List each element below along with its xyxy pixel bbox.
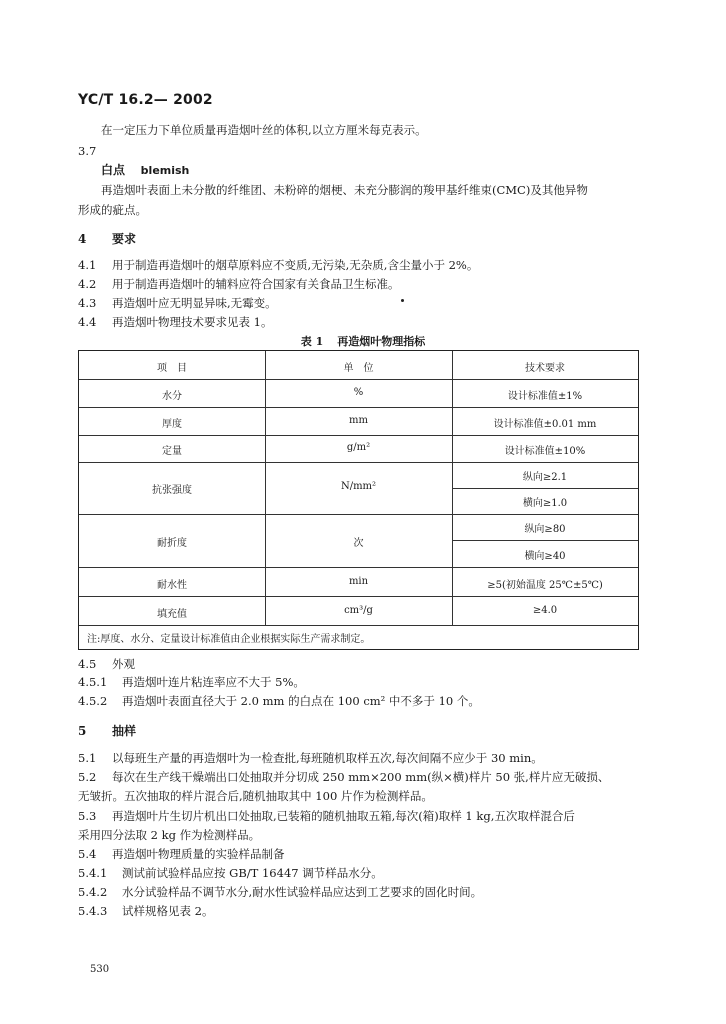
section-5-title: 抽样 xyxy=(112,724,137,738)
clause-4-5-2 xyxy=(78,693,480,709)
clause-number: 5.4.3 xyxy=(78,904,108,918)
clause-5-4-2 xyxy=(78,884,482,900)
section-4-5-title: 外观 xyxy=(112,657,135,671)
row-divider xyxy=(79,435,638,436)
clause-5-4 xyxy=(78,846,285,862)
clause-4-3 xyxy=(78,295,277,311)
density-definition-text: 在一定压力下单位质量再造烟叶丝的体积,以立方厘米每克表示。 xyxy=(101,123,427,137)
term-zh: 白点 xyxy=(101,163,126,177)
table-1-caption xyxy=(0,333,726,349)
header-requirement: 技术要求 xyxy=(525,363,565,374)
row-moisture-unit: % xyxy=(353,387,364,398)
clause-5-4-1 xyxy=(78,865,383,881)
row-filling-value-unit: cm³/g xyxy=(344,605,373,616)
clause-4-4 xyxy=(78,314,272,330)
row-divider xyxy=(79,379,638,380)
clause-text: 再造烟叶片生切片机出口处抽取,已装箱的随机抽取五箱,每次(箱)取样 1 kg,五次取样混合后 xyxy=(112,809,575,823)
table-1-caption-title: 再造烟叶物理指标 xyxy=(337,335,426,348)
row-thickness-item: 厚度 xyxy=(162,419,182,430)
row-thickness-requirement: 设计标准值±0.01 mm xyxy=(493,419,597,430)
clause-number: 5.4.2 xyxy=(78,885,108,899)
clause-number: 5.4 xyxy=(78,847,97,861)
clause-number: 4.4 xyxy=(78,315,97,329)
clause-number: 5.1 xyxy=(78,751,97,765)
clause-5-4-3 xyxy=(78,903,213,919)
clause-text: 用于制造再造烟叶的烟草原料应不变质,无污染,无杂质,含尘量小于 2%。 xyxy=(112,258,479,272)
section-4-title: 要求 xyxy=(112,232,137,246)
row-thickness-unit: mm xyxy=(349,415,368,426)
row-grammage-item: 定量 xyxy=(162,446,182,457)
clause-3-7-definition-line2: 形成的疵点。 xyxy=(78,203,147,217)
clause-number: 4.5.1 xyxy=(78,675,108,689)
section-4-number: 4 xyxy=(78,232,87,246)
clause-number: 4.2 xyxy=(78,277,97,291)
clause-5-1 xyxy=(78,750,543,766)
clause-text: 再造烟叶物理质量的实验样品制备 xyxy=(112,847,285,861)
clause-5-3-line1 xyxy=(78,808,575,824)
clause-3-7-number: 3.7 xyxy=(78,144,97,158)
row-folding-requirement-cd: 横向≥40 xyxy=(524,551,566,562)
clause-text: 再造烟叶物理技术要求见表 1。 xyxy=(112,315,273,329)
table-1-note: 注:厚度、水分、定量设计标准值由企业根据实际生产需求制定。 xyxy=(87,634,371,645)
row-water-resistance-unit: min xyxy=(348,576,369,587)
clause-5-2-line1 xyxy=(78,769,609,785)
standard-code-header: YC/T 16.2— 2002 xyxy=(78,92,213,108)
row-folding-item: 耐折度 xyxy=(157,538,187,549)
row-filling-value-requirement: ≥4.0 xyxy=(532,605,558,616)
clause-text: 再造烟叶应无明显异味,无霉变。 xyxy=(112,296,277,310)
clause-3-7-definition-line1: 再造烟叶表面上未分散的纤维团、未粉碎的烟梗、未充分膨润的羧甲基纤维束(CMC)及其他异物 xyxy=(101,183,588,197)
clause-4-2 xyxy=(78,276,400,292)
row-water-resistance-item: 耐水性 xyxy=(157,580,187,591)
row-grammage-requirement: 设计标准值±10% xyxy=(504,446,586,457)
row-folding-unit: 次 xyxy=(353,538,364,549)
row-moisture-item: 水分 xyxy=(162,391,182,402)
clause-text: 测试前试验样品应按 GB/T 16447 调节样品水分。 xyxy=(122,866,383,880)
row-moisture-requirement: 设计标准值±1% xyxy=(507,391,583,402)
clause-text: 再造烟叶表面直径大于 2.0 mm 的白点在 100 cm² 中不多于 10 个。 xyxy=(122,694,480,708)
header-unit: 单 位 xyxy=(343,363,374,374)
stray-ink-dot xyxy=(401,299,404,302)
row-divider-partial xyxy=(452,540,638,541)
clause-3-7-term xyxy=(101,162,189,179)
clause-4-5-1 xyxy=(78,674,305,690)
table-1-caption-number: 表 1 xyxy=(300,335,324,348)
row-divider xyxy=(79,462,638,463)
row-folding-requirement-md: 纵向≥80 xyxy=(524,524,566,535)
clause-text: 试样规格见表 2。 xyxy=(122,904,214,918)
header-item: 项 目 xyxy=(157,363,187,374)
clause-number: 5.2 xyxy=(78,770,97,784)
clause-text: 以每班生产量的再造烟叶为一检查批,每班随机取样五次,每次间隔不应少于 30 min。 xyxy=(112,751,543,765)
row-tensile-requirement-md: 纵向≥2.1 xyxy=(522,472,568,483)
clause-text: 用于制造再造烟叶的辅料应符合国家有关食品卫生标准。 xyxy=(112,277,400,291)
section-4-heading xyxy=(78,230,136,247)
row-divider xyxy=(79,596,638,597)
clause-number: 4.3 xyxy=(78,296,97,310)
clause-4-1 xyxy=(78,257,478,273)
clause-5-2-line2: 无皱折。五次抽取的样片混合后,随机抽取其中 100 片作为检测样品。 xyxy=(78,789,433,803)
row-filling-value-item: 填充值 xyxy=(157,609,187,620)
table-1-physical-indices xyxy=(78,350,639,650)
clause-number: 4.5.2 xyxy=(78,694,108,708)
page-number: 530 xyxy=(90,964,110,975)
clause-text: 每次在生产线干燥端出口处抽取并分切成 250 mm×200 mm(纵×横)样片 50 张,样片应无破损、 xyxy=(112,770,610,784)
row-water-resistance-requirement: ≥5(初始温度 25℃±5℃) xyxy=(487,580,603,591)
section-4-5-number: 4.5 xyxy=(78,657,97,671)
row-divider xyxy=(79,514,638,515)
clause-number: 4.1 xyxy=(78,258,97,272)
row-divider-partial xyxy=(452,488,638,489)
clause-text: 再造烟叶连片粘连率应不大于 5%。 xyxy=(122,675,305,689)
term-en: blemish xyxy=(140,164,190,177)
row-divider xyxy=(79,625,638,626)
clause-number: 5.4.1 xyxy=(78,866,108,880)
row-tensile-requirement-cd: 横向≥1.0 xyxy=(522,498,568,509)
section-4-5-heading xyxy=(78,656,135,672)
row-tensile-item: 抗张强度 xyxy=(152,485,192,496)
clause-5-3-line2: 采用四分法取 2 kg 作为检测样品。 xyxy=(78,828,261,842)
clause-number: 5.3 xyxy=(78,809,97,823)
row-tensile-unit: N/mm² xyxy=(340,481,377,492)
row-divider xyxy=(79,567,638,568)
row-divider xyxy=(79,407,638,408)
clause-text: 水分试验样品不调节水分,耐水性试验样品应达到工艺要求的固化时间。 xyxy=(122,885,483,899)
row-grammage-unit: g/m² xyxy=(346,442,371,453)
section-5-number: 5 xyxy=(78,724,87,738)
section-5-heading xyxy=(78,722,136,739)
